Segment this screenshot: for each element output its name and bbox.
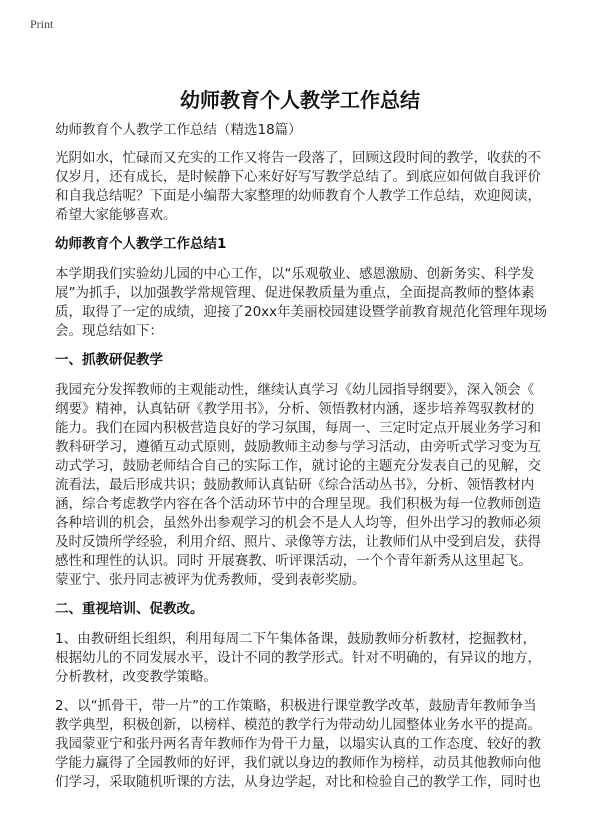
text-line: 感性和理性的认识。同时 开展赛教、听评课活动，一个个青年新秀从这里起飞。 [55, 553, 532, 569]
document-subtitle: 幼师教育个人教学工作总结（精选18篇） [55, 122, 302, 138]
text-line: 纲要》精神，认真钻研《教学用书》，分析、领悟教材内涵，逐步培养驾驭教材的 [55, 401, 535, 417]
text-line: 根据幼儿的不同发展水平，设计不同的教学形式。针对不明确的，有异议的地方， [55, 650, 541, 666]
section-heading: 幼师教育个人教学工作总结1 [55, 236, 227, 252]
intro-paragraph [55, 149, 555, 225]
text-line: 光阴如水，忙碌而又充实的工作又将告一段落了，回顾这段时间的教学，收获的不 [55, 150, 541, 166]
paragraph [55, 697, 555, 792]
text-line: 教学典型，积极创新，以榜样、模范的教学行为带动幼儿园整体业务水平的提高。 [55, 717, 541, 733]
text-line: 1、由教研组长组织，利用每周二下午集体备课，鼓励教师分析教材，挖掘教材， [55, 631, 537, 647]
text-line: 涵，综合考虑教学内容在各个活动环节中的合理呈现。我们积极为每一位教师创造 [55, 496, 541, 512]
text-line: 能力。我们在园内积极营造良好的学习氛围，每周一、三定时定点开展业务学习和 [55, 420, 541, 436]
text-line: 希望大家能够喜欢。 [55, 207, 177, 223]
text-line: 各种培训的机会，虽然外出参观学习的机会不是人人均等，但外出学习的教师必须 [55, 515, 541, 531]
text-line: 会。现总结如下： [55, 323, 163, 339]
text-line: 教科研学习，遵循互动式原则，鼓励教师主动参与学习活动，由旁听式学习变为互 [55, 439, 541, 455]
text-line: 展”为抓手，以加强教学常规管理、促进保教质量为重点，全面提高教师的整体素 [55, 285, 535, 301]
text-line: 流看法，最后形成共识；鼓励教师认真钻研《综合活动丛书》，分析、领悟教材内 [55, 477, 535, 493]
text-line: 和自我总结呢？下面是小编帮大家整理的幼师教育个人教学工作总结，欢迎阅读， [55, 188, 541, 204]
text-line: 质，取得了一定的成绩，迎接了20xx年美丽校园建设暨学前教育规范化管理年现场 [55, 304, 548, 320]
document-body [55, 121, 555, 802]
text-line: 分析教材，改变教学策略。 [55, 669, 217, 685]
subsection-heading: 一、抓教研促教学 [55, 352, 163, 368]
paragraph [55, 265, 555, 341]
document-title: 幼师教育个人教学工作总结 [180, 88, 420, 112]
text-line: 动式学习，鼓励老师结合自己的实际工作，就讨论的主题充分发表自己的见解，交 [55, 458, 541, 474]
text-line: 本学期我们实验幼儿园的中心工作，以“乐观敬业、感恩激励、创新务实、科学发 [55, 266, 535, 282]
text-line: 蒙亚宁、张丹同志被评为优秀教师，受到表彰奖励。 [55, 572, 366, 588]
text-line: 学能力赢得了全园教师的好评，我们就以身边的教师作为榜样，动员其他教师向他 [55, 755, 541, 771]
text-line: 仅岁月，还有成长，是时候静下心来好好写写教学总结了。到底应如何做自我评价 [55, 169, 541, 185]
text-line: 我园蒙亚宁和张丹两名青年教师作为骨干力量，以塌实认真的工作态度、较好的教 [55, 736, 541, 752]
text-line: 2、以“抓骨干，带一片”的工作策略，积极进行课堂教学改革，鼓励青年教师争当 [55, 698, 537, 714]
text-line: 及时反馈所学经验，利用介绍、照片、录像等方法，让教师们从中受到启发，获得 [55, 534, 541, 550]
paragraph [55, 630, 555, 687]
paragraph [55, 381, 555, 590]
print-link[interactable]: Print [30, 17, 54, 31]
text-line: 们学习，采取随机听课的方法，从身边学起，对比和检验自己的教学工作，同时也 [55, 774, 541, 790]
subsection-heading: 二、重视培训、促教改。 [55, 601, 204, 617]
text-line: 我园充分发挥教师的主观能动性，继续认真学习《幼儿园指导纲要》，深入领会《 [55, 382, 535, 398]
